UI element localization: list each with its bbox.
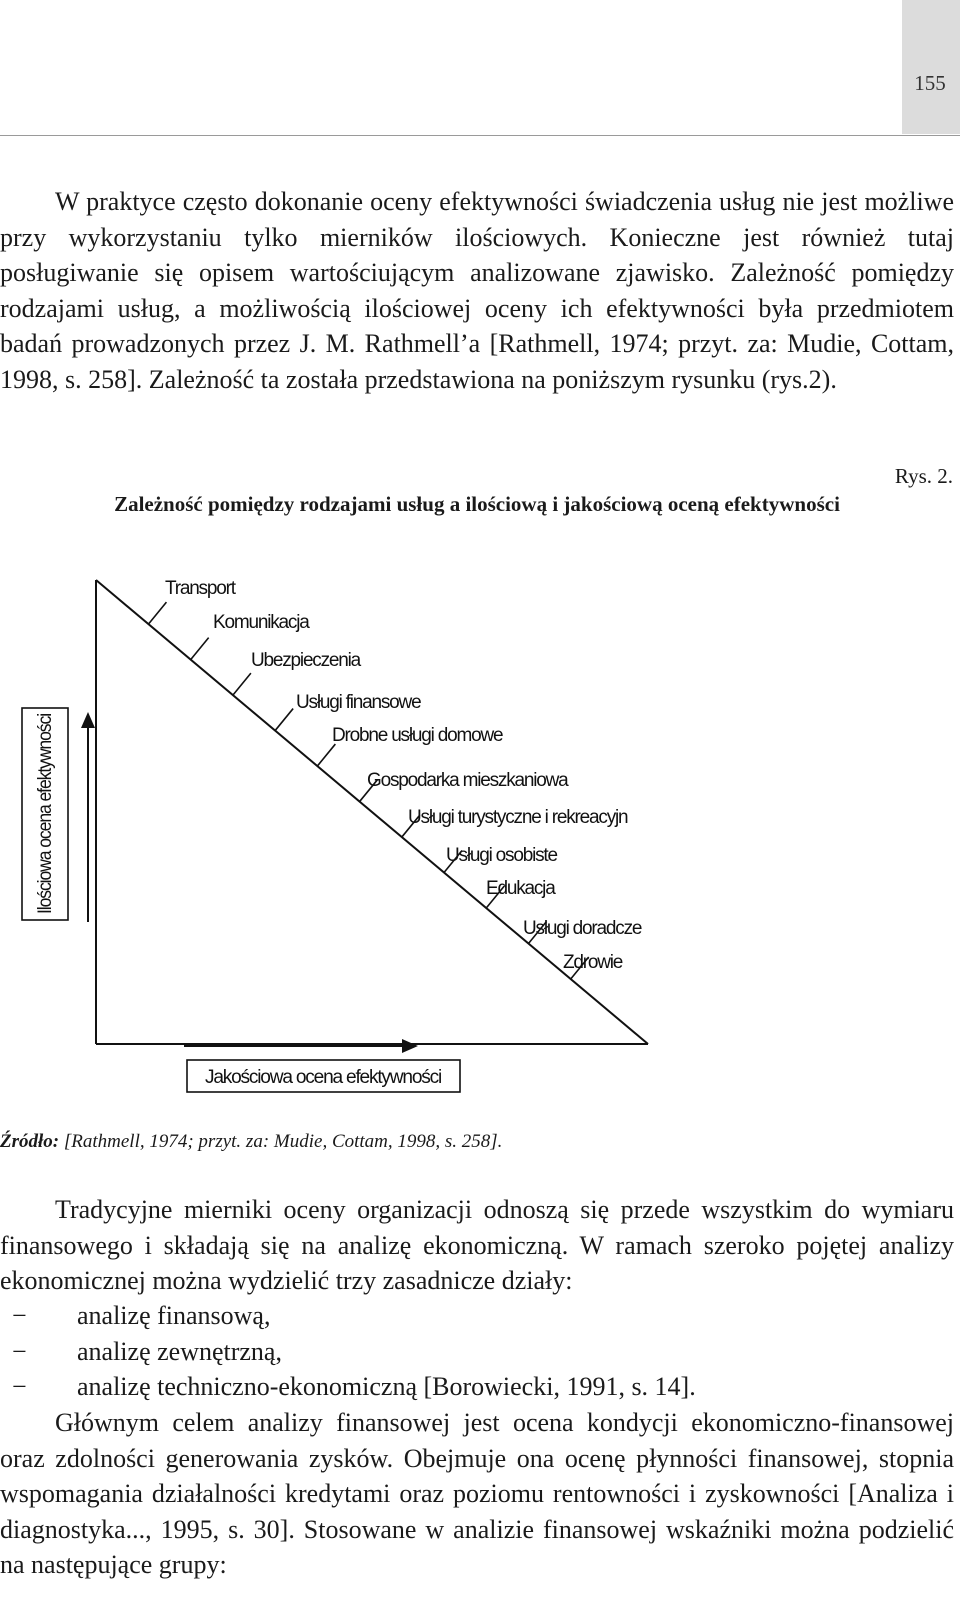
service-label-transport: Transport [165,578,235,599]
service-tick-1 [148,602,166,624]
service-tick-3 [233,673,251,695]
service-label-uslugi-finansowe: Usługi finansowe [296,692,421,713]
service-tick-2 [191,638,209,660]
service-label-komunikacja: Komunikacja [213,612,309,633]
x-axis-label: Jakościowa ocena efektywności [205,1067,441,1088]
list-item [0,1298,696,1334]
service-label-drobne-uslugi-domowe: Drobne usługi domowe [332,725,503,746]
list-item-text: analizę techniczno-ekonomiczną [Borowiecki, 1991, s. 14]. [77,1372,696,1401]
service-label-zdrowie: Zdrowie [563,952,623,973]
service-tick-5 [317,744,335,766]
body-paragraph-2: Tradycyjne mierniki oceny organizacji odnoszą się przede wszystkim do wymiaru finansowego i składają się na analizę ekonomiczną. W ramach szeroko pojętej analizy ekonomicznej można wydzielić trzy zasadnicze działy: [0,1195,954,1295]
y-axis-arrow-head [81,712,95,728]
figure-number: Rys. 2. [894,464,953,488]
page-number: 155 [914,71,946,95]
service-label-uslugi-turystyczne: Usługi turystyczne i rekreacyjn [408,807,628,828]
service-label-ubezpieczenia: Ubezpieczenia [251,650,361,671]
source-label: Źródło: [0,1131,60,1152]
service-label-edukacja: Edukacja [486,878,555,899]
list-item-text: analizę finansową, [77,1301,271,1330]
list-item [0,1334,696,1370]
header-rule [0,135,960,136]
service-label-uslugi-osobiste: Usługi osobiste [446,845,557,866]
source-text: [Rathmell, 1974; przyt. za: Mudie, Cottam, 1998, s. 258]. [59,1131,503,1152]
body-paragraph-1: W praktyce często dokonanie oceny efektywności świadczenia usług nie jest możliwe przy wykorzystaniu tylko mierników ilościowych. Konieczne jest również tutaj posługiwanie się opisem wartościującym analizowane zjawisko. Zależność pomiędzy rodzajami usług, a możliwością ilościowej oceny ich efektywności była przedmiotem badań prowadzonych przez J. M. Rathmell’a [Rathmell, 1974; przyt. za: Mudie, Cottam, 1998, s. 258]. Zależność ta została przedstawiona na poniższym rysunku (rys.2). [0,187,954,394]
list-dash: − [12,1372,27,1401]
service-tick-4 [275,709,293,731]
body-paragraph-3: Głównym celem analizy finansowej jest ocena kondycji ekonomiczno-finansowej oraz zdolności generowania zysków. Obejmuje ona ocenę płynności finansowej, stopnia wspomagania działalności kredytami oraz poziomu rentowności i zyskowności [Analiza i diagnostyka..., 1995, s. 30]. Stosowane w analizie finansowej wskaźniki można podzielić na następujące grupy: [0,1408,954,1579]
service-label-uslugi-doradcze: Usługi doradcze [523,918,642,939]
list-item [0,1369,696,1405]
service-label-gospodarka-mieszkaniowa: Gospodarka mieszkaniowa [367,770,568,791]
page-corner-tab [902,0,960,134]
analysis-list [0,1298,696,1405]
figure-title: Zależność pomiędzy rodzajami usług a ilościową i jakościową oceną efektywności [114,492,840,516]
list-dash: − [12,1301,27,1330]
x-axis-arrow-head [402,1039,418,1053]
services-diagram [0,560,700,1110]
list-dash: − [12,1336,27,1366]
list-item-text: analizę zewnętrzną, [77,1336,282,1366]
y-axis-label: Ilościowa ocena efektywności [35,698,56,914]
figure-source [0,1131,502,1153]
